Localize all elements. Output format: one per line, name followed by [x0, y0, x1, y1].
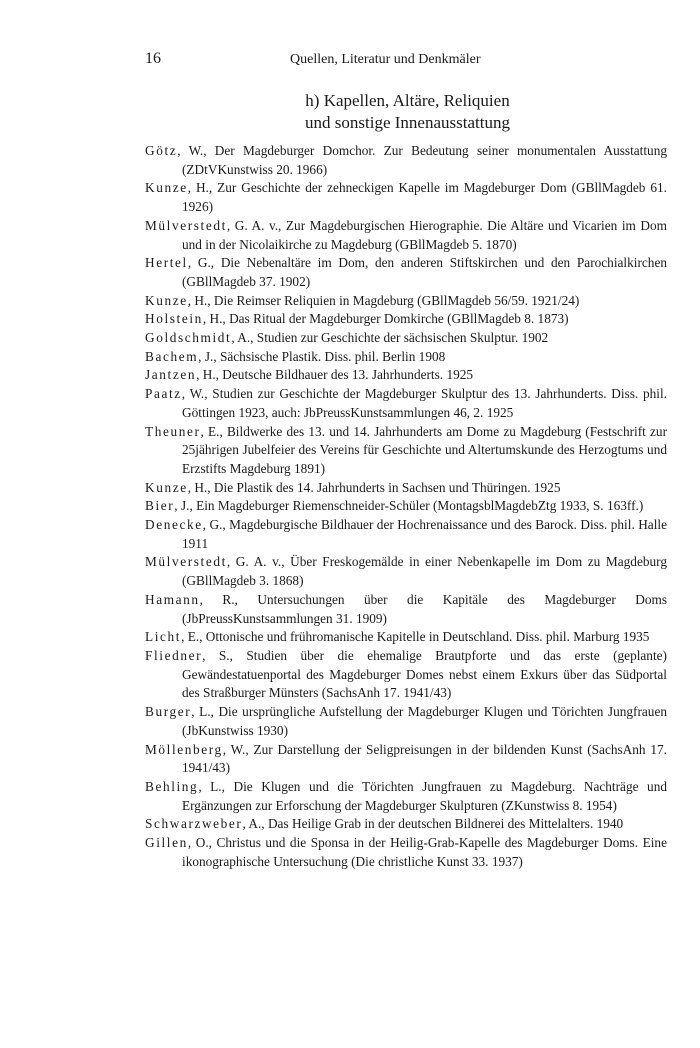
- entry-author: Jantzen: [145, 367, 197, 383]
- bibliography-entry: [145, 815, 667, 834]
- bibliography-entry: [145, 254, 667, 291]
- bibliography-entry: [145, 741, 667, 778]
- bibliography-entry: [145, 310, 667, 329]
- entry-text: , R., Untersuchungen über die Kapitäle des Magdeburger Doms (JbPreussKunstsammlungen 31. 1909): [182, 591, 667, 626]
- bibliography-entry: [145, 647, 667, 703]
- entry-text: , H., Das Ritual der Magdeburger Domkirche (GBllMagdeb 8. 1873): [202, 311, 569, 327]
- entry-text: , A., Das Heilige Grab in der deutschen Bildnerei des Mittelalters. 1940: [242, 816, 624, 832]
- entry-author: Mülverstedt: [145, 554, 227, 570]
- entry-text: , L., Die Klugen und die Törichten Jungfrauen zu Magdeburg. Nachträge und Ergänzungen zur Erforschung der Magdeburger Skulpturen (ZKunstwiss 8. 1954): [182, 778, 667, 813]
- entry-text: , J., Sächsische Plastik. Diss. phil. Berlin 1908: [198, 348, 446, 364]
- bibliography-entry: [145, 703, 667, 740]
- entry-author: Kunze: [145, 292, 188, 308]
- entry-text: , L., Die ursprüngliche Aufstellung der Magdeburger Klugen und Törichten Jungfrauen (JbKunstwiss 1930): [182, 704, 667, 738]
- entry-author: Hamann: [145, 591, 200, 607]
- entry-text: , W., Studien zur Geschichte der Magdeburger Skulptur des 13. Jahrhunderts. Diss. phil. Göttingen 1923, auch: JbPreussKunstsammlungen 46, 2. 1925: [181, 386, 667, 420]
- entry-author: Mülverstedt: [145, 217, 227, 233]
- entry-author: Bier: [145, 498, 175, 514]
- entry-text: , G. A. v., Über Freskogemälde in einer Nebenkapelle im Dom zu Magdeburg (GBllMagdeb 3. 1868): [182, 554, 667, 589]
- bibliography-entry: [145, 591, 667, 628]
- entry-author: Kunze: [145, 479, 188, 495]
- entry-text: , E., Bildwerke des 13. und 14. Jahrhunderts am Dome zu Magdeburg (Festschrift zur 25jährigen Jubelfeier des Vereins für Geschichte und Altertumskunde des Herzogtums und Erzstifts Magdeburg 1891): [182, 423, 667, 476]
- entry-author: Götz: [145, 143, 178, 158]
- section-heading-line-2: und sonstige Innenausstattung: [305, 113, 510, 132]
- bibliography-list: [145, 142, 667, 871]
- entry-text: , S., Studien über die ehemalige Brautpforte und das erste (geplante) Gewändestatuenportal des Magdeburger Domes nebst einem Exkurs über das Südportal des Straßburger Münsters (SachsAnh 17. 1941/43): [182, 647, 667, 701]
- entry-text: , W., Zur Darstellung der Seligpreisungen in der bildenden Kunst (SachsAnh 17. 1941/43): [182, 741, 667, 776]
- entry-author: Fliedner: [145, 647, 203, 663]
- entry-author: Burger: [145, 704, 192, 720]
- entry-text: , O., Christus und die Sponsa in der Heilig-Grab-Kapelle des Magdeburger Doms. Eine ikonographische Untersuchung (Die christliche Kunst 33. 1937): [182, 835, 667, 869]
- bibliography-entry: [145, 142, 667, 179]
- entry-author: Paatz: [145, 386, 182, 402]
- bibliography-entry: [145, 516, 667, 553]
- entry-author: Möllenberg: [145, 741, 223, 757]
- entry-author: Hertel: [145, 255, 188, 271]
- bibliography-entry: [145, 479, 667, 498]
- entry-text: , H., Deutsche Bildhauer des 13. Jahrhunderts. 1925: [196, 367, 474, 383]
- bibliography-entry: [145, 179, 667, 216]
- bibliography-entry: [145, 423, 667, 479]
- section-heading: [145, 90, 670, 134]
- entry-author: Gillen: [145, 835, 188, 851]
- entry-text: , E., Ottonische und frühromanische Kapitelle in Deutschland. Diss. phil. Marburg 1935: [181, 629, 650, 645]
- bibliography-entry: [145, 628, 667, 647]
- entry-text: , H., Zur Geschichte der zehneckigen Kapelle im Magdeburger Dom (GBllMagdeb 61. 1926): [182, 180, 667, 215]
- bibliography-entry: [145, 348, 667, 367]
- entry-author: Goldschmidt: [145, 330, 232, 346]
- entry-author: Kunze: [145, 180, 188, 196]
- bibliography-entry: [145, 778, 667, 815]
- bibliography-entry: [145, 292, 667, 311]
- entry-author: Holstein: [145, 311, 203, 327]
- entry-author: Bachem: [145, 348, 199, 364]
- entry-text: , G., Die Nebenaltäre im Dom, den anderen Stiftskirchen und den Parochialkirchen (GBllMagdeb 37. 1902): [182, 255, 667, 289]
- bibliography-entry: [145, 366, 667, 385]
- bibliography-entry: [145, 217, 667, 254]
- entry-author: Denecke: [145, 517, 203, 533]
- bibliography-entry: [145, 834, 667, 871]
- bibliography-entry: [145, 497, 667, 516]
- entry-text: , G., Magdeburgische Bildhauer der Hochrenaissance und des Barock. Diss. phil. Halle 1911: [182, 517, 667, 551]
- bibliography-entry: [145, 329, 667, 348]
- section-heading-line-1: h) Kapellen, Altäre, Reliquien: [305, 91, 510, 110]
- entry-text: , A., Studien zur Geschichte der sächsischen Skulptur. 1902: [231, 330, 549, 346]
- entry-text: , H., Die Reimser Reliquien in Magdeburg (GBllMagdeb 56/59. 1921/24): [187, 292, 580, 308]
- entry-text: , G. A. v., Zur Magdeburgischen Hierographie. Die Altäre und Vicarien im Dom und in der Nicolaikirche zu Magdeburg (GBllMagdeb 5. 1870): [182, 217, 667, 252]
- entry-text: , H., Die Plastik des 14. Jahrhunderts in Sachsen und Thüringen. 1925: [187, 479, 561, 495]
- page-number: 16: [145, 50, 161, 67]
- bibliography-entry: [145, 553, 667, 590]
- entry-text: , W., Der Magdeburger Domchor. Zur Bedeutung seiner monumentalen Ausstattung (ZDtVKunstwiss 20. 1966): [177, 143, 667, 177]
- entry-text: , J., Ein Magdeburger Riemenschneider-Schüler (MontagsblMagdebZtg 1933, S. 163ff.): [174, 498, 644, 514]
- running-head: Quellen, Literatur und Denkmäler: [290, 52, 481, 67]
- bibliography-entry: [145, 385, 667, 422]
- entry-author: Schwarzweber: [145, 816, 243, 832]
- entry-author: Behling: [145, 778, 199, 794]
- entry-author: Licht: [145, 629, 182, 645]
- entry-author: Theuner: [145, 423, 201, 439]
